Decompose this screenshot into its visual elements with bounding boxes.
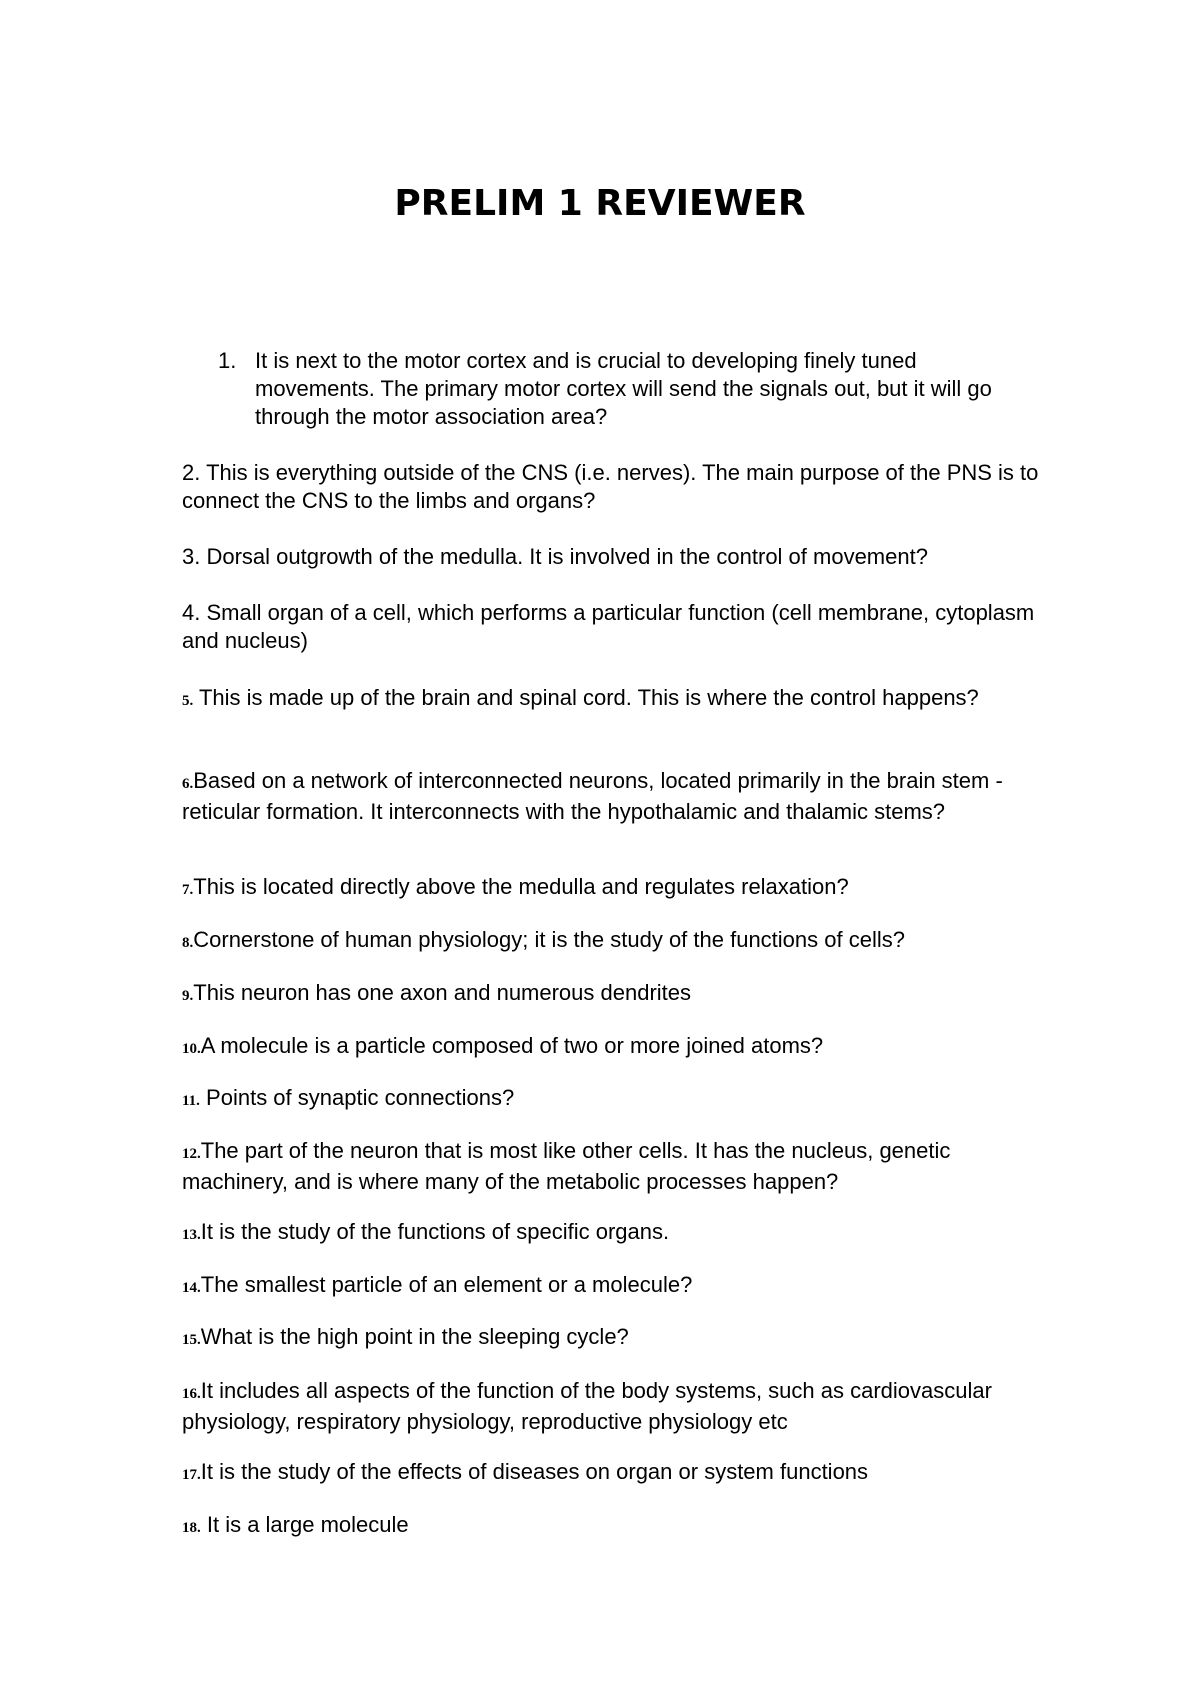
question-item [182, 1323, 1042, 1354]
question-text: It includes all aspects of the function of the body systems, such as cardiovascular physiology, respiratory physiology, reproductive physiology etc [182, 1378, 992, 1434]
question-number: 6. [182, 776, 194, 792]
question-text: Small organ of a cell, which performs a particular function (cell membrane, cytoplasm and nucleus) [182, 600, 1035, 653]
question-text: What is the high point in the sleeping cycle? [200, 1324, 629, 1349]
question-number: 2. [182, 460, 201, 485]
page-title: PRELIM 1 REVIEWER [394, 183, 806, 224]
question-text: This is everything outside of the CNS (i.e. nerves). The main purpose of the PNS is to connect the CNS to the limbs and organs? [182, 460, 1039, 513]
question-number: 14. [182, 1280, 201, 1296]
question-item [218, 347, 1038, 431]
question-item [182, 1032, 1042, 1063]
question-number: 9. [182, 988, 194, 1004]
question-item [182, 979, 1042, 1010]
question-number: 1. [218, 348, 237, 373]
question-item [182, 599, 1042, 655]
question-number: 18. [182, 1520, 201, 1536]
question-text: This is located directly above the medulla and regulates relaxation? [193, 874, 849, 899]
question-number: 8. [182, 935, 194, 951]
question-number: 16. [182, 1386, 201, 1402]
question-item [182, 873, 1042, 904]
question-text: The smallest particle of an element or a molecule? [200, 1272, 693, 1297]
question-text: Dorsal outgrowth of the medulla. It is involved in the control of movement? [200, 544, 928, 569]
question-text: Points of synaptic connections? [199, 1085, 515, 1110]
question-number: 5. [182, 693, 194, 709]
question-number: 17. [182, 1467, 201, 1483]
question-text: It is next to the motor cortex and is crucial to developing finely tuned movements. The primary motor cortex will send the signals out, but it will go through the motor association area? [255, 348, 992, 429]
question-item [182, 684, 1042, 715]
question-item [182, 926, 1042, 957]
question-number: 13. [182, 1227, 201, 1243]
question-number: 10. [182, 1041, 201, 1057]
question-item [182, 543, 1042, 571]
question-number: 11. [182, 1093, 200, 1109]
question-item [182, 1137, 1042, 1196]
question-item [182, 1271, 1042, 1302]
question-text: A molecule is a particle composed of two or more joined atoms? [200, 1033, 824, 1058]
question-number: 12. [182, 1146, 201, 1162]
question-text: Cornerstone of human physiology; it is the study of the functions of cells? [193, 927, 905, 952]
question-item [182, 1218, 1042, 1249]
question-number: 7. [182, 882, 194, 898]
question-text: It is the study of the effects of diseases on organ or system functions [200, 1459, 869, 1484]
question-text: This neuron has one axon and numerous dendrites [193, 980, 692, 1005]
question-item [182, 459, 1042, 515]
question-item [182, 767, 1042, 826]
question-number: 3. [182, 544, 201, 569]
question-item [182, 1458, 1042, 1489]
question-text: This is made up of the brain and spinal cord. This is where the control happens? [193, 685, 979, 710]
question-text: It is a large molecule [200, 1512, 409, 1537]
question-text: Based on a network of interconnected neurons, located primarily in the brain stem - reticular formation. It interconnects with the hypothalamic and thalamic stems? [182, 768, 1003, 824]
question-number: 4. [182, 600, 201, 625]
question-item [182, 1084, 1042, 1115]
question-item [182, 1377, 1042, 1436]
question-text: It is the study of the functions of specific organs. [200, 1219, 670, 1244]
question-item [182, 1511, 1042, 1542]
question-text: The part of the neuron that is most like other cells. It has the nucleus, genetic machinery, and is where many of the metabolic processes happen? [182, 1138, 951, 1194]
question-number: 15. [182, 1332, 201, 1348]
